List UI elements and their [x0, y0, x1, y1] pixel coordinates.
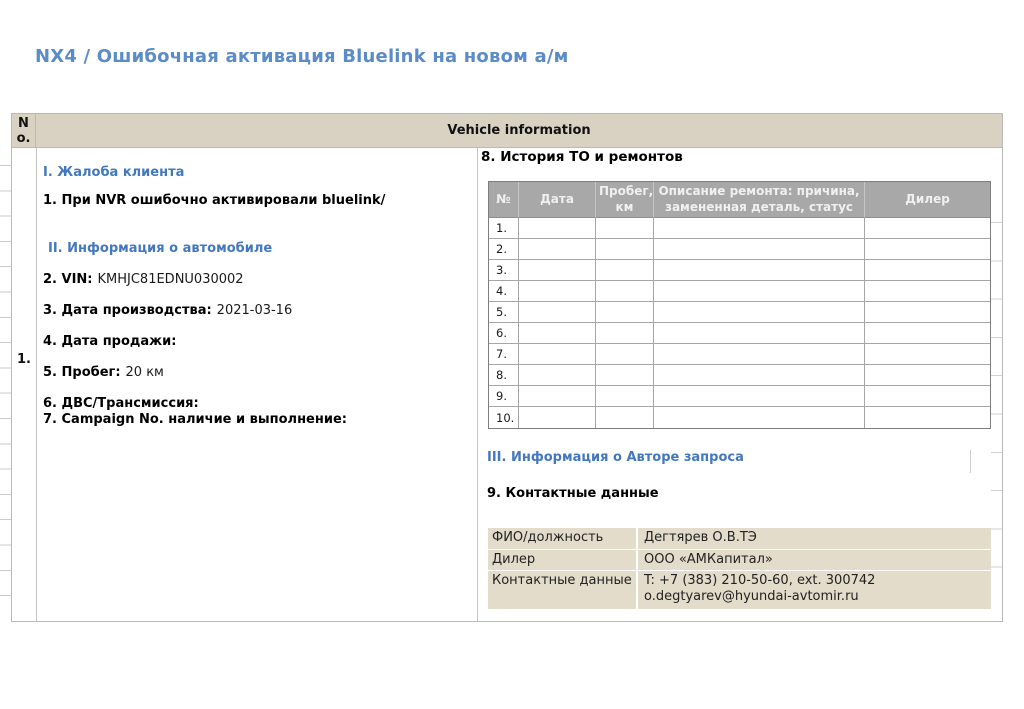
history-cell	[865, 386, 990, 407]
history-cell	[519, 260, 596, 281]
contact-label: Контактные данные	[492, 573, 632, 588]
history-col-mileage: Пробег, км	[596, 182, 654, 218]
request-table	[11, 113, 1003, 622]
history-row-number: 1.	[489, 218, 519, 239]
history-cell	[865, 239, 990, 260]
history-cell	[865, 281, 990, 302]
row-number: 1.	[17, 352, 31, 367]
contact-heading: 9. Контактные данные	[487, 486, 659, 501]
history-row	[489, 323, 990, 344]
contact-value: Дегтярев О.В.ТЭ	[636, 528, 991, 549]
vehicle-item-value: 2021-03-16	[216, 303, 293, 318]
history-cell	[519, 281, 596, 302]
history-cell	[596, 344, 654, 365]
history-cell	[654, 365, 865, 386]
history-row-number: 9.	[489, 386, 519, 407]
history-row	[489, 281, 990, 302]
page-title: NX4 / Ошибочная активация Bluelink на новом а/м	[35, 46, 569, 67]
history-row	[489, 260, 990, 281]
contact-row-contacts	[488, 571, 991, 609]
vehicle-item-label: 3. Дата производства:	[43, 303, 212, 318]
contact-value: ООО «АМКапитал»	[636, 550, 991, 570]
history-row-number: 7.	[489, 344, 519, 365]
history-col-description: Описание ремонта: причина, замененная деталь, статус	[654, 182, 865, 218]
history-cell	[519, 365, 596, 386]
vehicle-item-label: 7. Campaign No. наличие и выполнение:	[43, 412, 347, 427]
history-row	[489, 239, 990, 260]
contact-label: ФИО/должность	[492, 530, 604, 545]
history-cell	[654, 302, 865, 323]
complaint-text: 1. При NVR ошибочно активировали bluelink/	[43, 193, 386, 208]
vehicle-item-value: KMHJC81EDNU030002	[97, 272, 244, 287]
history-cell	[865, 407, 990, 428]
history-row	[489, 407, 990, 428]
contact-value	[636, 571, 991, 609]
history-col-num: №	[489, 182, 519, 218]
history-row	[489, 386, 990, 407]
vehicle-item-label: 4. Дата продажи:	[43, 334, 177, 349]
history-row-number: 2.	[489, 239, 519, 260]
history-cell	[865, 323, 990, 344]
history-cell	[865, 260, 990, 281]
history-row-number: 4.	[489, 281, 519, 302]
history-row-number: 10.	[489, 407, 519, 428]
vehicle-item-engine	[43, 396, 204, 411]
history-row	[489, 218, 990, 239]
history-cell	[654, 260, 865, 281]
history-row-number: 5.	[489, 302, 519, 323]
complaint-heading: I. Жалоба клиента	[43, 165, 185, 180]
table-header-row	[12, 114, 1002, 148]
history-cell	[596, 386, 654, 407]
history-row	[489, 344, 990, 365]
history-heading: 8. История ТО и ремонтов	[481, 149, 683, 165]
history-cell	[519, 386, 596, 407]
history-row-number: 8.	[489, 365, 519, 386]
history-cell	[865, 365, 990, 386]
history-cell	[596, 218, 654, 239]
contact-label: Дилер	[492, 552, 536, 567]
vehicle-information-header: Vehicle information	[447, 123, 591, 138]
cell-divider	[477, 148, 478, 621]
history-cell	[596, 281, 654, 302]
no-column-border	[36, 148, 37, 621]
no-column-header: No.	[12, 114, 36, 147]
vehicle-item-label: 2. VIN:	[43, 272, 93, 287]
history-cell	[596, 407, 654, 428]
vehicle-item-sale-date	[43, 334, 181, 349]
history-row-number: 6.	[489, 323, 519, 344]
vehicle-item-vin	[43, 272, 244, 287]
contact-row-name	[488, 528, 991, 550]
history-cell	[654, 386, 865, 407]
history-cell	[654, 239, 865, 260]
vehicle-item-campaign	[43, 412, 352, 427]
vehicle-item-value: 20 км	[125, 365, 164, 380]
history-row-number: 3.	[489, 260, 519, 281]
vehicle-item-label: 6. ДВС/Трансмиссия:	[43, 396, 199, 411]
contact-phone: T: +7 (383) 210-50-60, ext. 300742	[644, 573, 876, 588]
contact-email: o.degtyarev@hyundai-avtomir.ru	[644, 589, 859, 604]
history-cell	[519, 323, 596, 344]
history-cell	[654, 281, 865, 302]
vehicle-info-heading: II. Информация о автомобиле	[48, 241, 273, 256]
vehicle-item-label: 5. Пробег:	[43, 365, 121, 380]
left-gutter-row-ticks	[0, 165, 11, 611]
history-cell	[519, 344, 596, 365]
history-col-date: Дата	[519, 182, 596, 218]
history-cell	[596, 260, 654, 281]
history-cell	[519, 407, 596, 428]
vehicle-item-mileage	[43, 365, 164, 380]
history-cell	[865, 218, 990, 239]
history-col-dealer: Дилер	[865, 182, 990, 218]
history-table	[488, 181, 991, 429]
vehicle-item-production-date	[43, 303, 292, 318]
history-cell	[596, 302, 654, 323]
history-cell	[519, 239, 596, 260]
contact-row-dealer	[488, 550, 991, 571]
history-cell	[596, 365, 654, 386]
history-row	[489, 302, 990, 323]
history-row	[489, 365, 990, 386]
history-cell	[865, 302, 990, 323]
contact-table	[488, 528, 991, 609]
history-cell	[519, 218, 596, 239]
author-heading: III. Информация о Авторе запроса	[487, 450, 744, 465]
history-cell	[596, 239, 654, 260]
history-cell	[654, 344, 865, 365]
history-header-row	[489, 182, 990, 218]
history-cell	[654, 323, 865, 344]
history-cell	[654, 218, 865, 239]
history-cell	[865, 344, 990, 365]
history-cell	[654, 407, 865, 428]
history-cell	[519, 302, 596, 323]
history-cell	[596, 323, 654, 344]
